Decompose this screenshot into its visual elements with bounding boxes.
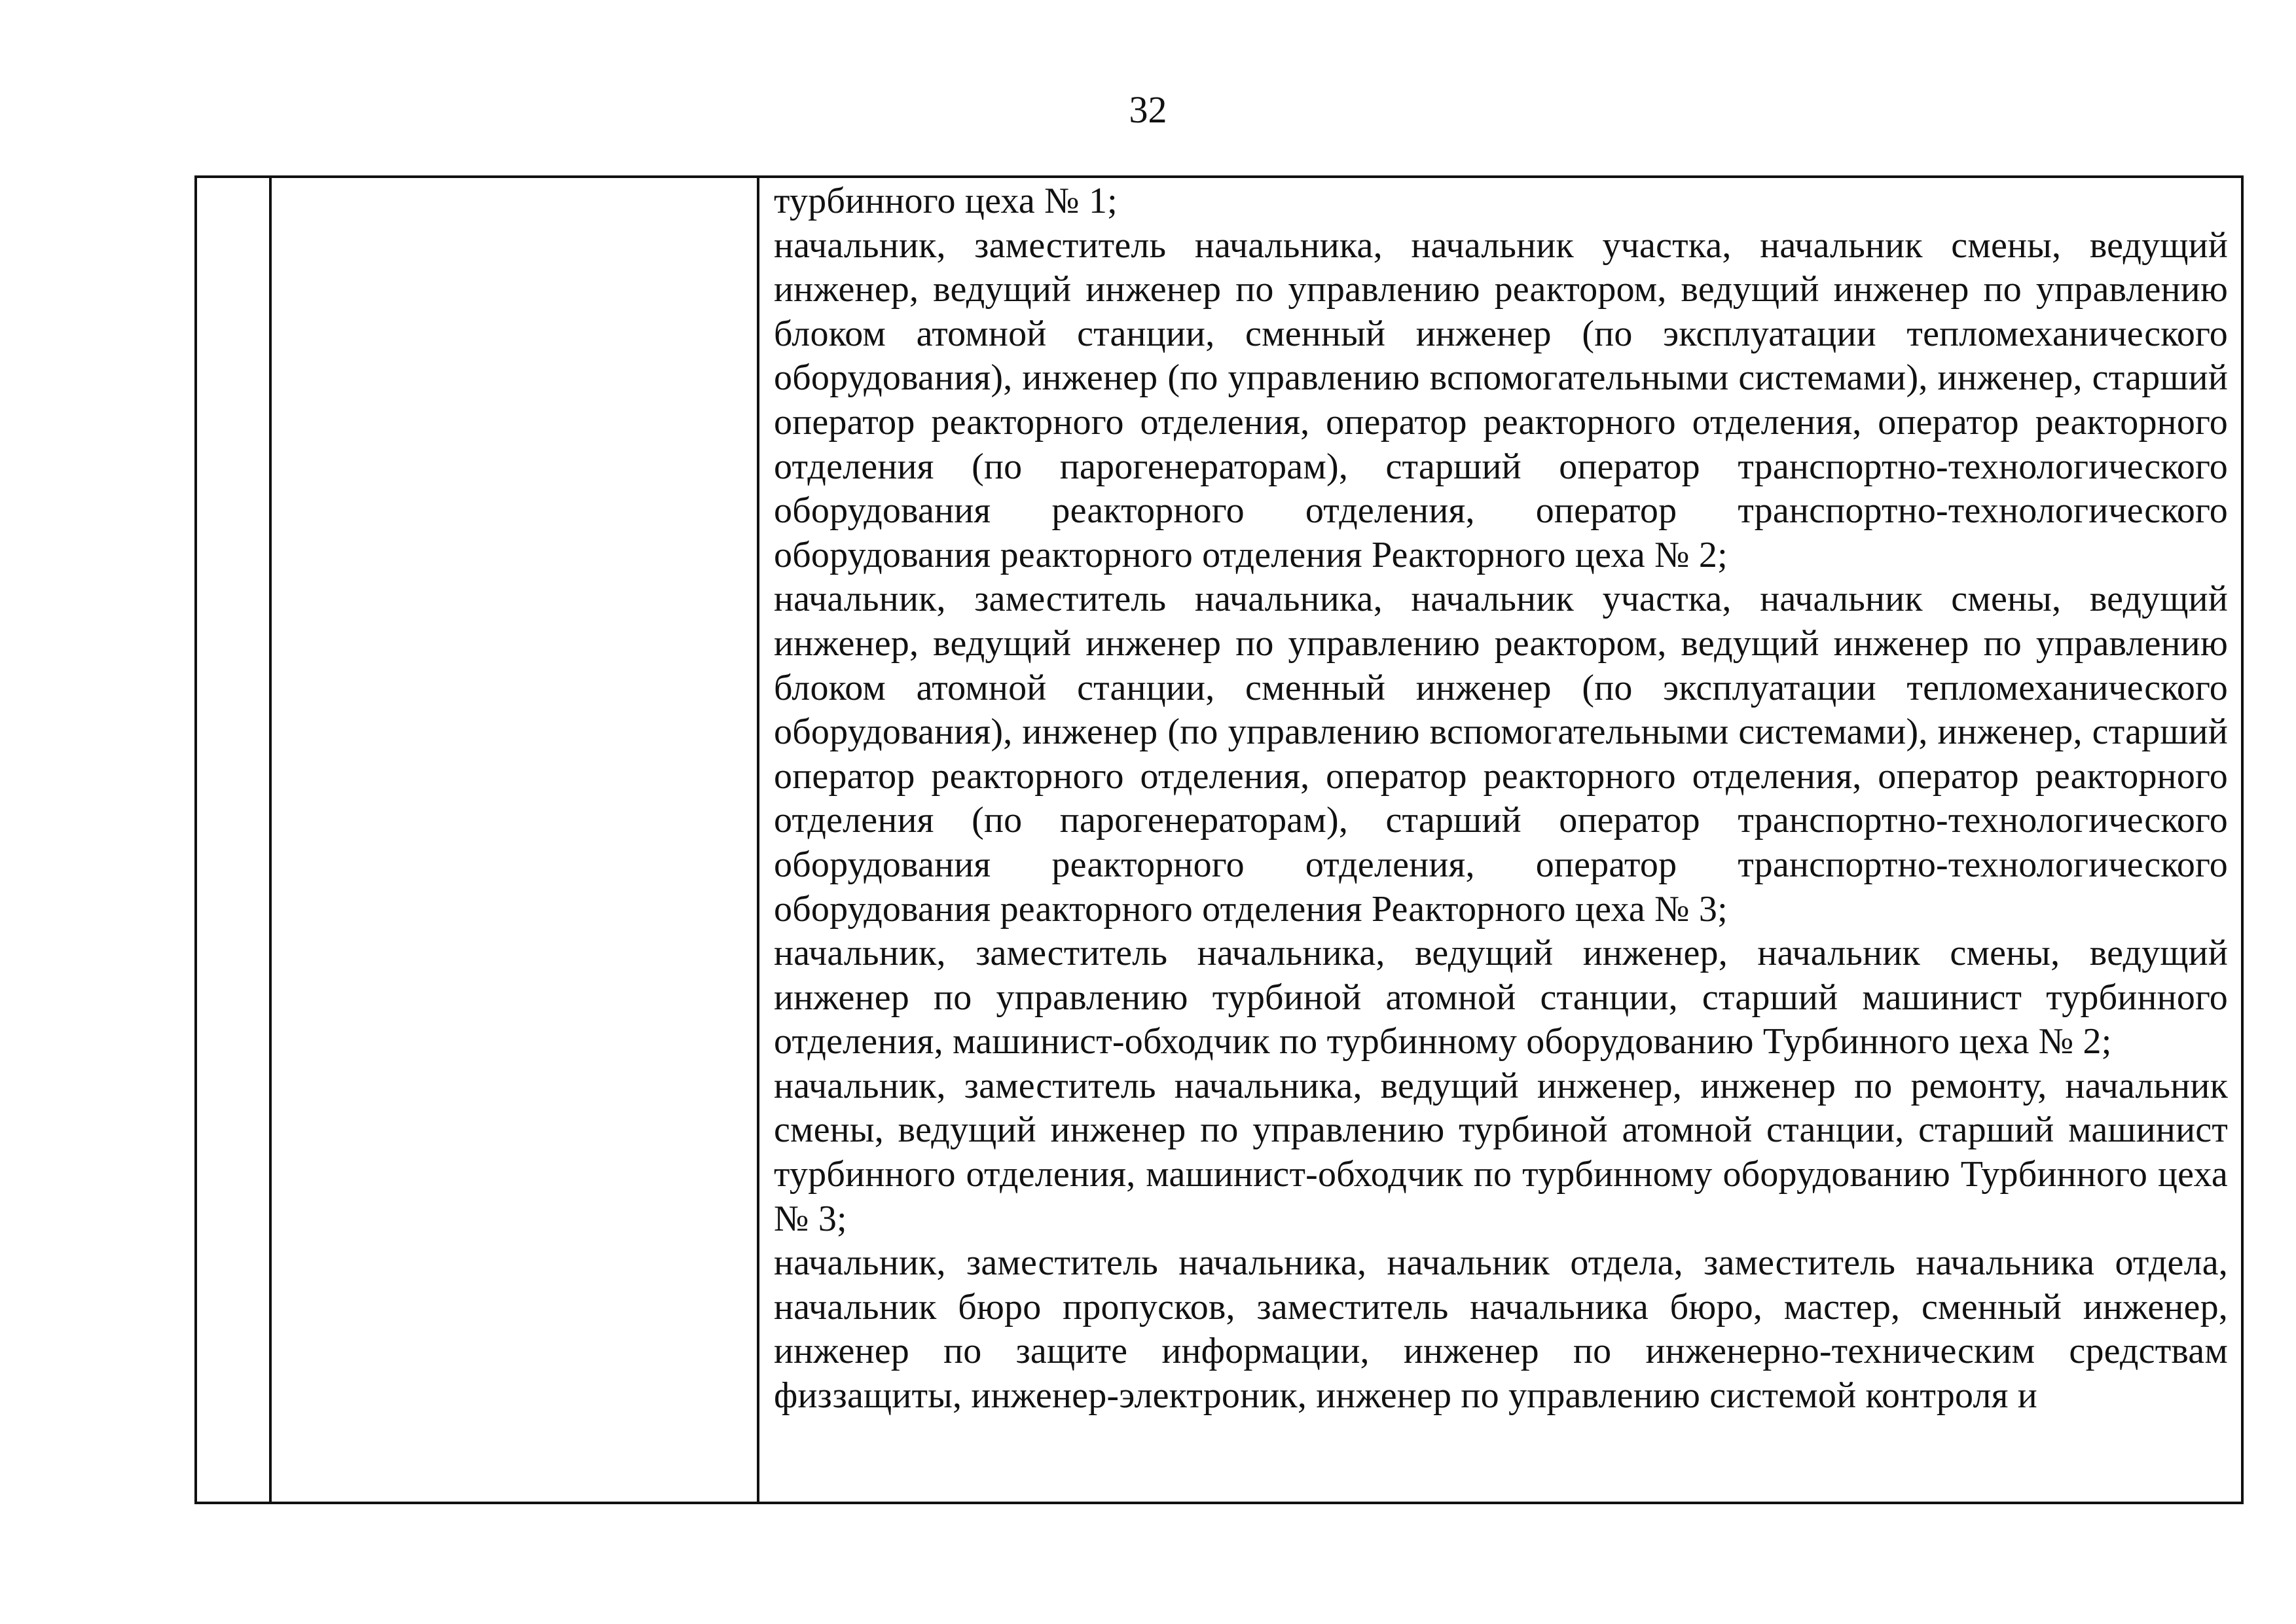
positions-paragraph: начальник, заместитель начальника, ведущий инженер, начальник смены, ведущий инженер по управлению турбиной атомной станции, старший машинист турбинного отделения, машинист-обходчик по турбинному оборудованию Турбинного цеха № 2; (774, 933, 2228, 1062)
table-cell-number (197, 178, 272, 1502)
positions-paragraph: начальник, заместитель начальника, начальник отдела, заместитель начальника отдела, начальник бюро пропусков, заместитель начальника бюро, мастер, сменный инженер, инженер по защите информации, инженер по инженерно-техническим средствам физзащиты, инженер-электроник, инженер по управлению системой контроля и (774, 1242, 2228, 1416)
positions-table (194, 175, 2244, 1504)
positions-paragraph: турбинного цеха № 1; (774, 181, 1118, 221)
positions-paragraph: начальник, заместитель начальника, начальник участка, начальник смены, ведущий инженер, ведущий инженер по управлению реактором, ведущий инженер по управлению блоком атомной станции, сменный инженер (по эксплуатации тепломеханического оборудования), инженер (по управлению вспомогательными системами), инженер, старший оператор реакторного отделения, оператор реакторного отделения, оператор реакторного отделения (по парогенераторам), старший оператор транспортно-технологического оборудования реакторного отделения, оператор транспортно-технологического оборудования реакторного отделения Реакторного цеха № 3; (774, 579, 2228, 929)
table-cell-positions (759, 178, 2241, 1502)
positions-paragraph: начальник, заместитель начальника, начальник участка, начальник смены, ведущий инженер, ведущий инженер по управлению реактором, ведущий инженер по управлению блоком атомной станции, сменный инженер (по эксплуатации тепломеханического оборудования), инженер (по управлению вспомогательными системами), инженер, старший оператор реакторного отделения, оператор реакторного отделения, оператор реакторного отделения (по парогенераторам), старший оператор транспортно-технологического оборудования реакторного отделения, оператор транспортно-технологического оборудования реакторного отделения Реакторного цеха № 2; (774, 225, 2228, 575)
table-cell-organization (272, 178, 759, 1502)
page-number: 32 (1129, 88, 1167, 131)
positions-paragraph: начальник, заместитель начальника, ведущий инженер, инженер по ремонту, начальник смены, ведущий инженер по управлению турбиной атомной станции, старший машинист турбинного отделения, машинист-обходчик по турбинному оборудованию Турбинного цеха № 3; (774, 1065, 2228, 1239)
